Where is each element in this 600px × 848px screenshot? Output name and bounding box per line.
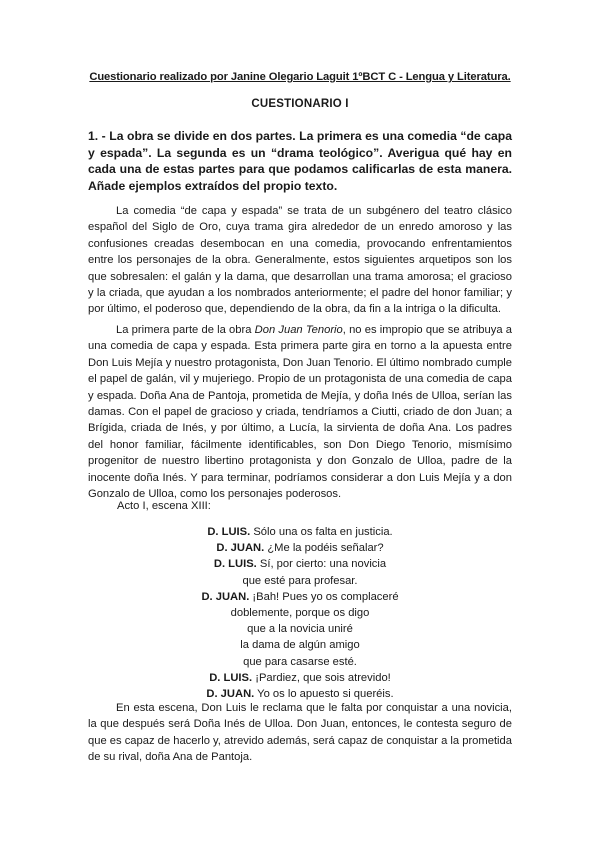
paragraph-2-start: La primera parte de la obra bbox=[116, 324, 255, 336]
section-title: CUESTIONARIO I bbox=[251, 98, 349, 110]
verse-text: Sí, por cierto: una novicia bbox=[256, 558, 387, 571]
verse-line bbox=[150, 605, 450, 621]
verse-line bbox=[150, 556, 450, 572]
verse-text: ¡Pardiez, que sois atrevido! bbox=[252, 671, 391, 684]
verse-text: la dama de algún amigo bbox=[240, 639, 360, 652]
verse-text: que a la novicia uniré bbox=[247, 623, 353, 636]
verse-speaker: D. JUAN. bbox=[206, 688, 255, 701]
document-header: Cuestionario realizado por Janine Olegario Laguit 1ºBCT C - Lengua y Literatura. bbox=[89, 71, 511, 83]
verse-text: ¡Bah! Pues yo os complaceré bbox=[249, 590, 399, 603]
verse-line bbox=[150, 540, 450, 556]
verse-text: Sólo una os falta en justicia. bbox=[250, 526, 393, 538]
verse-line bbox=[150, 637, 450, 653]
verse-text: que esté para profesar. bbox=[242, 574, 358, 587]
question-1: 1. - La obra se divide en dos partes. La primera es una comedia “de capa y espada”. La segunda es un “drama teológico”. Averigua qué hay en cada una de estas partes para que podamos calificarlas de esta manera. Añade ejemplos extraídos del propio texto. bbox=[88, 129, 512, 193]
verse-line bbox=[150, 670, 450, 686]
paragraph-2-rest: , no es impropio que se atribuya a una comedia de capa y espada. Esta primera parte gira en torno a la apuesta entre Don Luis Mejía y nuestro protagonista, Don Juan Tenorio. El último nombrado cumple el papel de galán, vil y mujeriego. Propio de un protagonista de una comedia de capa y espada. Doña Ana de Pantoja, prometida de Mejía, y doña Inés de Ulloa, serían las damas. Con el papel de gracioso y criada, tendríamos a Ciutti, criado de don Juan; a Brígida, criada de Inés, y por último, a Lucía, la sirvienta de doña Ana. Los padres del honor familiar, fácilmente identificables, son Don Diego Tenorio, mismísimo progenitor de nuestro libertino protagonista y don Gonzalo de Ulloa, padre de la inocente doña Inés. Y para terminar, podríamos considerar a don Luis Mejía y a don Gonzalo de Ulloa, como los personajes poderosos. bbox=[88, 324, 512, 501]
verse-line bbox=[150, 621, 450, 637]
verse-speaker: D. JUAN. bbox=[216, 542, 265, 555]
work-title: Don Juan Tenorio bbox=[254, 324, 343, 336]
act-label: Acto I, escena XIII: bbox=[117, 500, 211, 512]
verse-line bbox=[150, 589, 450, 605]
verse-speaker: D. LUIS. bbox=[213, 558, 257, 571]
verse-speaker: D. LUIS. bbox=[207, 526, 251, 538]
verse-speaker: D. JUAN. bbox=[201, 590, 250, 603]
verse-line bbox=[150, 524, 450, 540]
paragraph-1: La comedia “de capa y espada” se trata de un subgénero del teatro clásico español del Siglo de Oro, cuya trama gira alrededor de un enredo amoroso y las confusiones creadas desembocan en una comedia, provocando enfrentamientos entre los personajes de la obra. Generalmente, estos siguientes arquetipos son los que sobresalen: el galán y la dama, que desarrollan una trama amorosa; el gracioso y la criada, que ayudan a los nombrados anteriormente; el padre del honor familiar; y por último, el poderoso que, dependiendo de la obra, da fin a la intriga o la dificulta. bbox=[88, 205, 512, 316]
verse-text: doblemente, porque os digo bbox=[230, 607, 370, 620]
verse-text: que para casarse esté. bbox=[243, 655, 357, 668]
paragraph-3: En esta escena, Don Luis le reclama que le falta por conquistar a una novicia, la que después será Doña Inés de Ulloa. Don Juan, entonces, le contesta seguro de que es capaz de hacerlo y, atrevido además, será capaz de conquistar a la prometida de su rival, doña Ana de Pantoja. bbox=[88, 702, 512, 764]
verse-line bbox=[150, 573, 450, 589]
verse-text: ¿Me la podéis señalar? bbox=[264, 542, 384, 555]
verse-line bbox=[150, 654, 450, 670]
verse-quote bbox=[150, 524, 450, 702]
verse-text: Yo os lo apuesto si queréis. bbox=[254, 688, 394, 701]
paragraph-2 bbox=[88, 322, 512, 502]
verse-speaker: D. LUIS. bbox=[209, 671, 253, 684]
